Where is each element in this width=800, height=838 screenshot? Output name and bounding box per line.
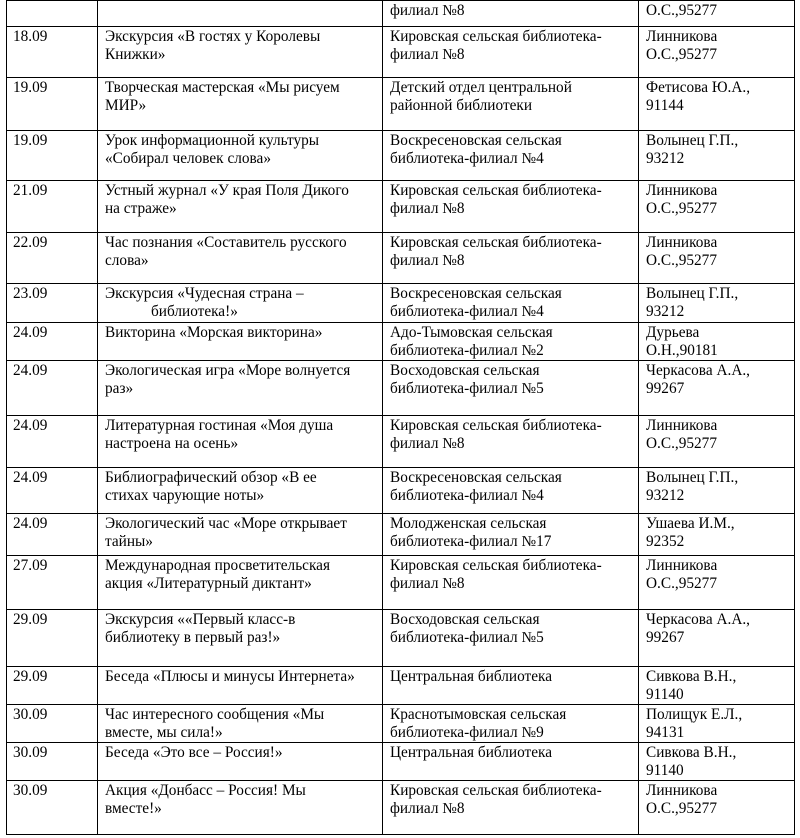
contact-cell [639, 233, 795, 284]
cell-line: Экологическая игра «Море волнуется [105, 362, 351, 379]
cell-line: 93212 [646, 487, 685, 504]
venue-cell [383, 514, 639, 556]
date-cell: 22.09 [7, 233, 98, 284]
cell-line: Полищук Е.Л., [646, 706, 743, 723]
contact-cell [639, 667, 795, 705]
cell-line: Черкасова А.А., [646, 362, 751, 379]
cell-line: филиал №8 [390, 2, 465, 19]
date-cell: 29.09 [7, 667, 98, 705]
cell-line: 94131 [646, 724, 685, 741]
date-cell: 18.09 [7, 27, 98, 78]
date-cell: 30.09 [7, 743, 98, 781]
venue-cell [383, 781, 639, 835]
contact-cell [639, 78, 795, 131]
table-row [7, 27, 795, 78]
venue-cell [383, 416, 639, 468]
venue-cell [383, 284, 639, 323]
cell-line: Воскресеновская сельская [390, 132, 562, 149]
contact-cell [639, 1, 795, 27]
cell-line: Акция «Донбасс – Россия! Мы [105, 782, 306, 799]
cell-line: 93212 [646, 303, 685, 320]
date-cell: 30.09 [7, 781, 98, 835]
cell-line: Кировская сельская библиотека- [390, 417, 602, 434]
cell-line: Устный журнал «У края Поля Дикого [105, 182, 349, 199]
cell-line: Беседа «Плюсы и минусы Интернета» [105, 668, 355, 685]
event-cell [98, 181, 383, 233]
table-row [7, 667, 795, 705]
contact-cell [639, 705, 795, 743]
contact-cell [639, 743, 795, 781]
venue-cell [383, 131, 639, 181]
cell-line: 93212 [646, 150, 685, 167]
cell-line: филиал №8 [390, 200, 465, 217]
cell-line: О.Н.,90181 [646, 342, 718, 359]
cell-line: Сивкова В.Н., [646, 668, 737, 685]
date-cell: 21.09 [7, 181, 98, 233]
cell-line: Волынец Г.П., [646, 285, 739, 302]
cell-line: Час интересного сообщения «Мы [105, 706, 325, 723]
cell-line: районной библиотеки [390, 97, 533, 114]
cell-line: 91140 [646, 686, 684, 703]
contact-cell [639, 468, 795, 514]
event-cell [98, 610, 383, 667]
date-cell: 24.09 [7, 323, 98, 361]
cell-line: «Собирал человек слова» [105, 150, 271, 167]
table-row [7, 131, 795, 181]
cell-line: Центральная библиотека [390, 668, 553, 685]
table-row [7, 78, 795, 131]
cell-line: акция «Литературный диктант» [105, 575, 312, 592]
cell-line: библиотека!» [151, 303, 238, 320]
cell-line: филиал №8 [390, 800, 465, 817]
cell-line: Кировская сельская библиотека- [390, 782, 602, 799]
cell-line: 91144 [646, 97, 684, 114]
cell-line: стихах чарующие ноты» [105, 487, 265, 504]
event-cell [98, 361, 383, 416]
venue-cell [383, 361, 639, 416]
cell-line: библиотека-филиал №9 [390, 724, 544, 741]
table-row [7, 556, 795, 610]
venue-cell [383, 27, 639, 78]
cell-line: филиал №8 [390, 46, 465, 63]
event-cell [98, 781, 383, 835]
cell-line: Восходовская сельская [390, 611, 540, 628]
cell-line: филиал №8 [390, 252, 465, 269]
venue-cell [383, 78, 639, 131]
venue-cell [383, 323, 639, 361]
event-cell [98, 667, 383, 705]
table-row [7, 361, 795, 416]
event-cell [98, 284, 383, 323]
venue-cell [383, 667, 639, 705]
venue-cell [383, 743, 639, 781]
date-cell: 19.09 [7, 78, 98, 131]
cell-line: вместе, мы сила!» [105, 724, 223, 741]
cell-line: Центральная библиотека [390, 744, 553, 761]
cell-line: О.С.,95277 [646, 575, 717, 592]
cell-line: Беседа «Это все – Россия!» [105, 744, 283, 761]
cell-line: Линникова [646, 782, 718, 799]
table-row [7, 514, 795, 556]
date-cell: 29.09 [7, 610, 98, 667]
contact-cell [639, 27, 795, 78]
cell-line: О.С.,95277 [646, 200, 717, 217]
date-cell: 23.09 [7, 284, 98, 323]
contact-cell [639, 514, 795, 556]
cell-line: Международная просветительская [105, 557, 330, 574]
cell-line: библиотека-филиал №4 [390, 303, 544, 320]
cell-line: Детский отдел центральной [390, 79, 572, 96]
contact-cell [639, 284, 795, 323]
cell-line: Экскурсия ««Первый класс-в [105, 611, 296, 628]
cell-line: библиотеку в первый раз!» [105, 629, 281, 646]
cell-line: на страже» [105, 200, 177, 217]
cell-line: Сивкова В.Н., [646, 744, 737, 761]
date-cell: 19.09 [7, 131, 98, 181]
cell-line: Час познания «Составитель русского [105, 234, 347, 251]
cell-line: Черкасова А.А., [646, 611, 751, 628]
cell-line: О.С.,95277 [646, 2, 717, 19]
cell-line: Кировская сельская библиотека- [390, 182, 602, 199]
table-row [7, 743, 795, 781]
cell-line: Экскурсия «Чудесная страна – [105, 285, 304, 302]
table-row [7, 323, 795, 361]
table-row [7, 781, 795, 835]
table-row [7, 416, 795, 468]
venue-cell [383, 468, 639, 514]
event-cell [98, 705, 383, 743]
contact-cell [639, 610, 795, 667]
contact-cell [639, 781, 795, 835]
event-cell [98, 514, 383, 556]
event-cell [98, 323, 383, 361]
events-table [6, 0, 795, 835]
cell-line: библиотека-филиал №17 [390, 533, 552, 550]
date-cell: 24.09 [7, 361, 98, 416]
cell-line: Кировская сельская библиотека- [390, 28, 602, 45]
venue-cell [383, 181, 639, 233]
cell-line: О.С.,95277 [646, 435, 717, 452]
cell-line: Книжки» [105, 46, 166, 63]
date-cell: 24.09 [7, 416, 98, 468]
table-row [7, 610, 795, 667]
venue-cell [383, 556, 639, 610]
venue-cell [383, 1, 639, 27]
cell-line: Молодженская сельская [390, 515, 547, 532]
contact-cell [639, 361, 795, 416]
cell-line: Творческая мастерская «Мы рисуем [105, 79, 340, 96]
event-cell [98, 556, 383, 610]
cell-line: 99267 [646, 629, 685, 646]
cell-line: настроена на осень» [105, 435, 239, 452]
events-table-body [7, 1, 795, 835]
event-cell [98, 468, 383, 514]
cell-line: Волынец Г.П., [646, 132, 739, 149]
event-cell [98, 416, 383, 468]
cell-line: Урок информационной культуры [105, 132, 320, 149]
cell-line: Библиографический обзор «В ее [105, 469, 317, 486]
contact-cell [639, 131, 795, 181]
cell-line: Воскресеновская сельская [390, 469, 562, 486]
cell-line: Дурьева [646, 324, 700, 341]
cell-line: Литературная гостиная «Моя душа [105, 417, 334, 434]
cell-line: О.С.,95277 [646, 46, 717, 63]
cell-line: 92352 [646, 533, 685, 550]
cell-line: 91140 [646, 762, 684, 779]
date-cell: 27.09 [7, 556, 98, 610]
contact-cell [639, 416, 795, 468]
contact-cell [639, 556, 795, 610]
table-row [7, 1, 795, 27]
event-cell [98, 27, 383, 78]
cell-line: тайны» [105, 533, 153, 550]
cell-line: Викторина «Морская викторина» [105, 324, 323, 341]
cell-line: Линникова [646, 417, 718, 434]
table-row [7, 284, 795, 323]
event-cell [98, 1, 383, 27]
cell-line: Восходовская сельская [390, 362, 540, 379]
contact-cell [639, 323, 795, 361]
cell-line: Экологический час «Море открывает [105, 515, 347, 532]
event-cell [98, 233, 383, 284]
table-row [7, 705, 795, 743]
cell-line: Кировская сельская библиотека- [390, 557, 602, 574]
cell-line: библиотека-филиал №4 [390, 487, 544, 504]
date-cell: 24.09 [7, 514, 98, 556]
cell-line: слова» [105, 252, 149, 269]
event-cell [98, 743, 383, 781]
cell-line: Линникова [646, 234, 718, 251]
date-cell: 24.09 [7, 468, 98, 514]
venue-cell [383, 610, 639, 667]
table-row [7, 468, 795, 514]
date-cell [7, 1, 98, 27]
cell-line: библиотека-филиал №5 [390, 629, 544, 646]
cell-line: филиал №8 [390, 575, 465, 592]
event-cell [98, 78, 383, 131]
venue-cell [383, 705, 639, 743]
cell-line: раз» [105, 380, 134, 397]
date-cell: 30.09 [7, 705, 98, 743]
cell-line: О.С.,95277 [646, 800, 717, 817]
cell-line: О.С.,95277 [646, 252, 717, 269]
cell-line: библиотека-филиал №5 [390, 380, 544, 397]
cell-line: Воскресеновская сельская [390, 285, 562, 302]
cell-line: вместе!» [105, 800, 162, 817]
cell-line: Линникова [646, 182, 718, 199]
cell-line: Краснотымовская сельская [390, 706, 567, 723]
table-row [7, 233, 795, 284]
cell-line: 99267 [646, 380, 685, 397]
cell-line: Фетисова Ю.А., [646, 79, 751, 96]
cell-line: филиал №8 [390, 435, 465, 452]
contact-cell [639, 181, 795, 233]
cell-line: Ушаева И.М., [646, 515, 735, 532]
cell-line: Экскурсия «В гостях у Королевы [105, 28, 321, 45]
cell-line: Линникова [646, 28, 718, 45]
cell-line: библиотека-филиал №2 [390, 342, 544, 359]
cell-line: Волынец Г.П., [646, 469, 739, 486]
cell-line: Кировская сельская библиотека- [390, 234, 602, 251]
cell-line: МИР» [105, 97, 147, 114]
table-row [7, 181, 795, 233]
event-cell [98, 131, 383, 181]
cell-line: Адо-Тымовская сельская [390, 324, 553, 341]
venue-cell [383, 233, 639, 284]
cell-line: Линникова [646, 557, 718, 574]
cell-line: библиотека-филиал №4 [390, 150, 544, 167]
